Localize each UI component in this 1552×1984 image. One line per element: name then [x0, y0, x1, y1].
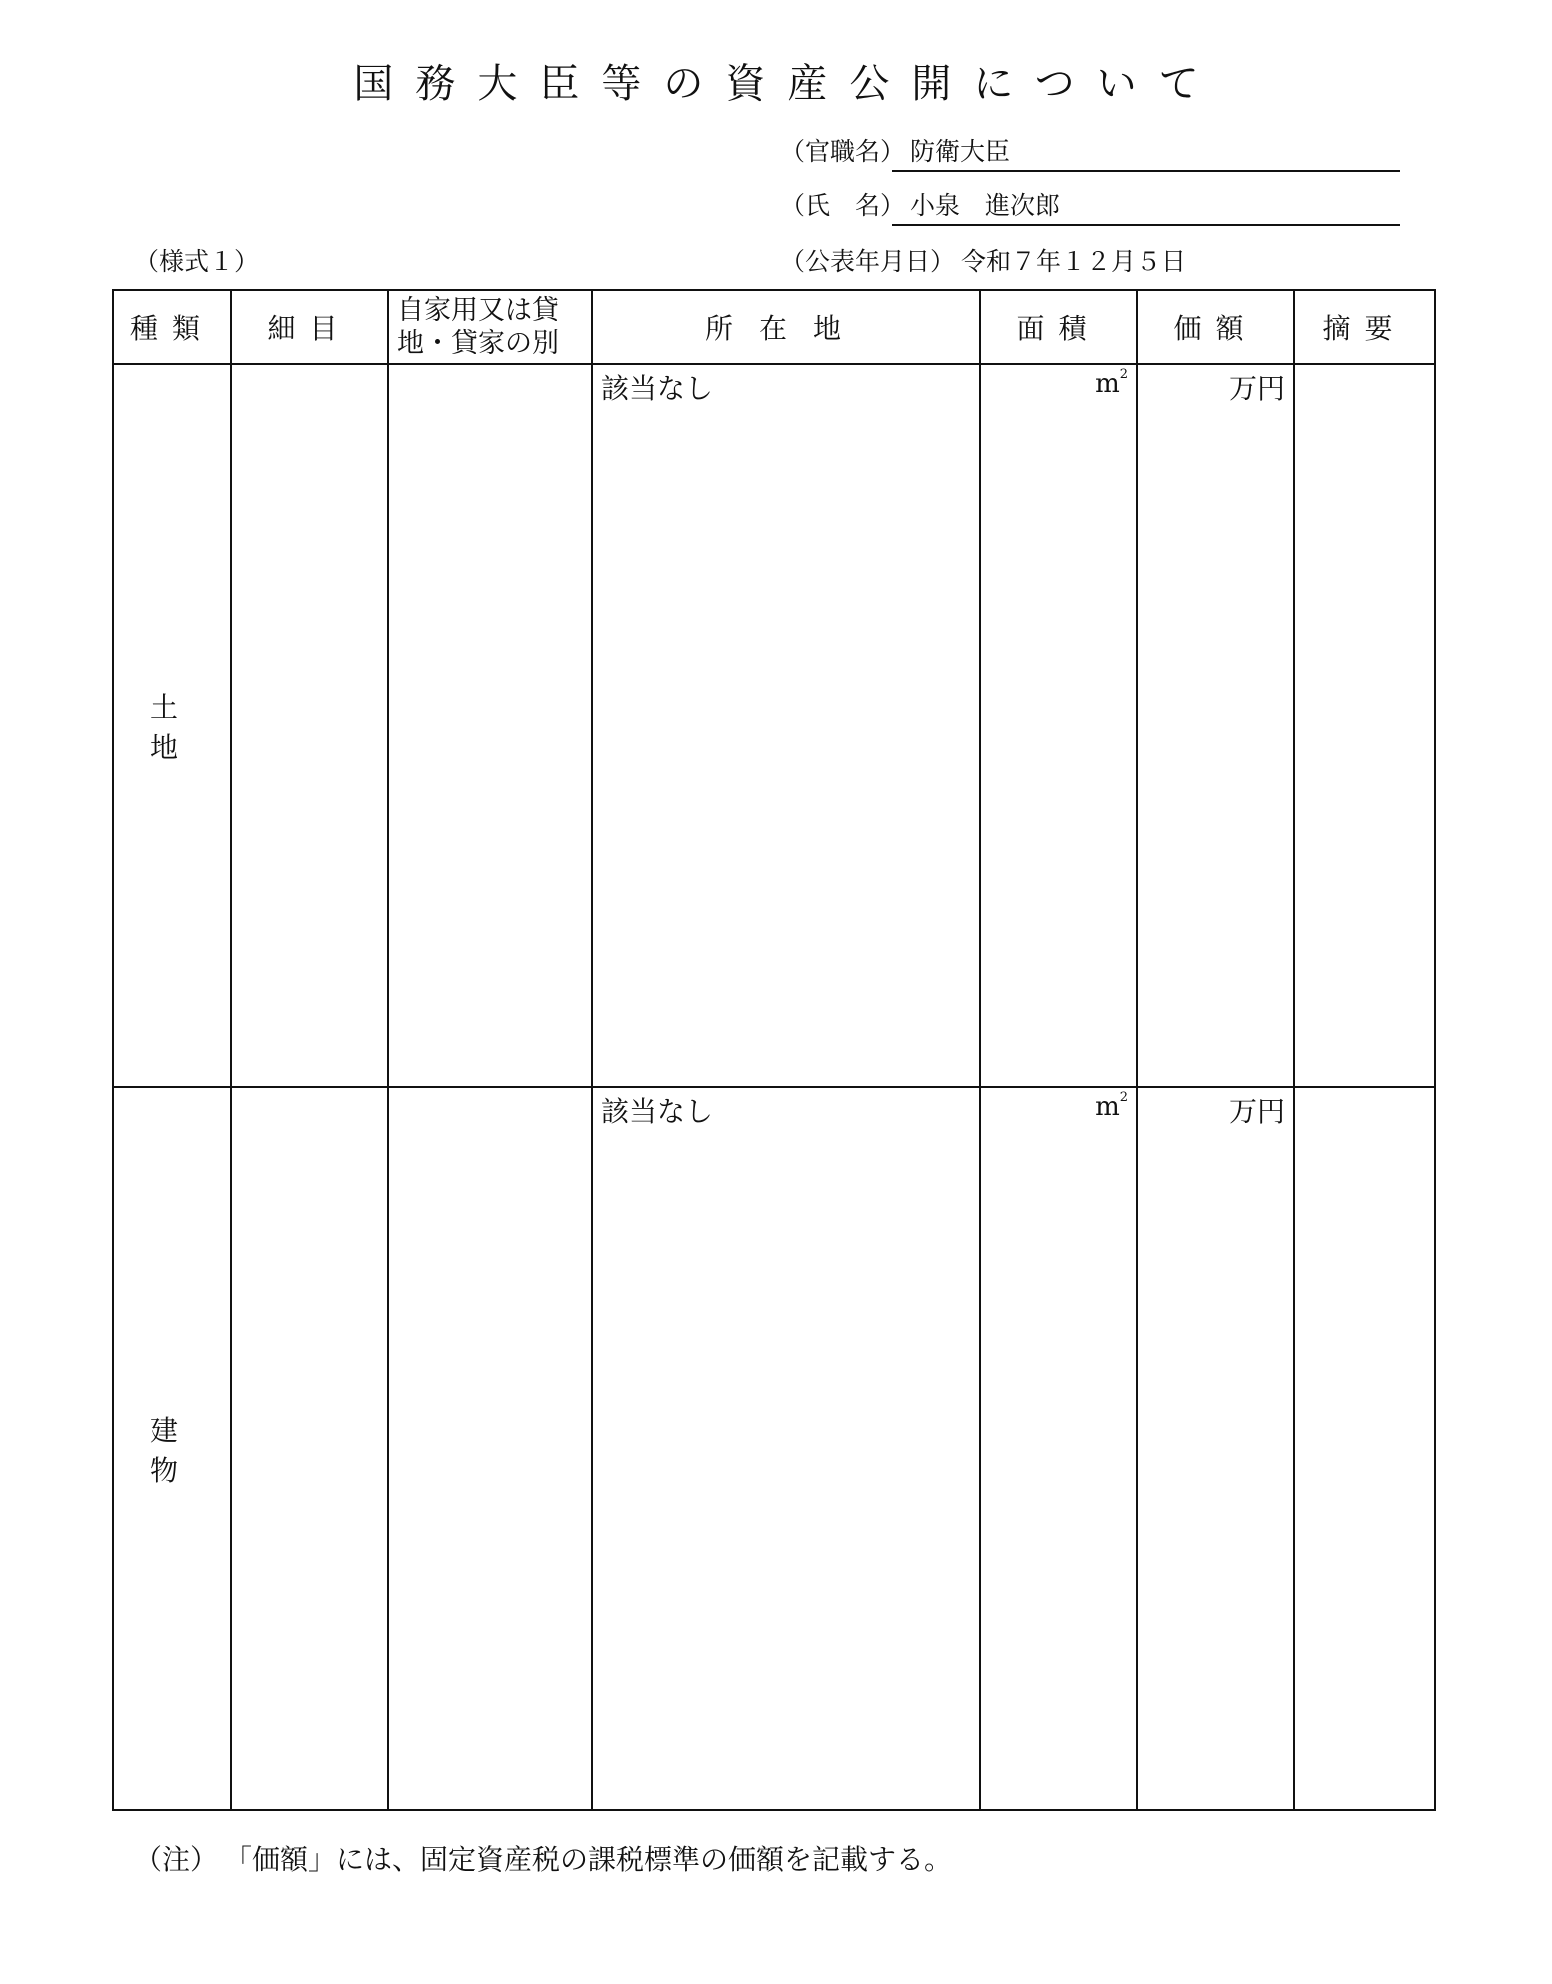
area-unit-text: m	[1095, 1092, 1120, 1122]
asset-table	[112, 289, 1436, 1811]
publication-date-line	[780, 242, 1186, 278]
footnote-label: （注）	[134, 1843, 219, 1876]
form-number: （様式１）	[134, 247, 260, 276]
header-remarks: 摘要	[1294, 290, 1435, 364]
row-price-cell	[1137, 364, 1294, 1087]
header-location: 所在地	[592, 290, 980, 364]
position-label: （官職名）	[780, 137, 906, 166]
row-price-cell	[1137, 1087, 1294, 1810]
row-area-unit	[981, 1088, 1136, 1122]
row-use-cell	[388, 364, 592, 1087]
position-underline	[892, 170, 1400, 172]
row-area-unit	[981, 365, 1136, 399]
row-location: 該当なし	[601, 1095, 714, 1128]
row-price-unit: 万円	[1228, 372, 1285, 405]
row-remarks-cell	[1294, 1087, 1435, 1810]
name-label: （氏 名）	[780, 191, 906, 220]
date-label: （公表年月日）	[780, 247, 956, 276]
row-use-cell	[388, 1087, 592, 1810]
row-remarks-cell	[1294, 364, 1435, 1087]
area-unit-sup: 2	[1119, 367, 1128, 382]
row-kind: 建物	[113, 1087, 231, 1810]
table-row	[113, 364, 1435, 1087]
row-area-cell	[980, 1087, 1137, 1810]
header-area: 面積	[980, 290, 1137, 364]
position-value: 防衛大臣	[910, 137, 1011, 166]
header-detail: 細目	[231, 290, 388, 364]
area-unit-text: m	[1095, 369, 1120, 399]
header-use	[388, 290, 592, 364]
row-kind: 土地	[113, 364, 231, 1087]
name-value: 小泉 進次郎	[910, 191, 1061, 220]
row-detail-cell	[231, 1087, 388, 1810]
row-detail-cell	[231, 364, 388, 1087]
footnote	[134, 1838, 952, 1878]
row-area-cell	[980, 364, 1137, 1087]
date-value: 令和７年１２月５日	[961, 247, 1187, 276]
name-underline	[892, 224, 1400, 226]
row-price-unit: 万円	[1228, 1095, 1285, 1128]
header-use-line1: 自家用又は貸	[397, 295, 559, 326]
header-kind: 種類	[113, 290, 231, 364]
table-row	[113, 1087, 1435, 1810]
header-use-line2: 地・貸家の別	[397, 328, 559, 359]
position-line	[780, 132, 1400, 172]
footnote-text: 「価額」には、固定資産税の課税標準の価額を記載する。	[238, 1843, 953, 1876]
row-location-cell	[592, 1087, 980, 1810]
table-header-row	[113, 290, 1435, 364]
document-title: 国務大臣等の資産公開について	[353, 61, 1221, 107]
name-line	[780, 186, 1400, 226]
header-price: 価額	[1137, 290, 1294, 364]
area-unit-sup: 2	[1119, 1090, 1128, 1105]
row-location-cell	[592, 364, 980, 1087]
row-location: 該当なし	[601, 372, 714, 405]
